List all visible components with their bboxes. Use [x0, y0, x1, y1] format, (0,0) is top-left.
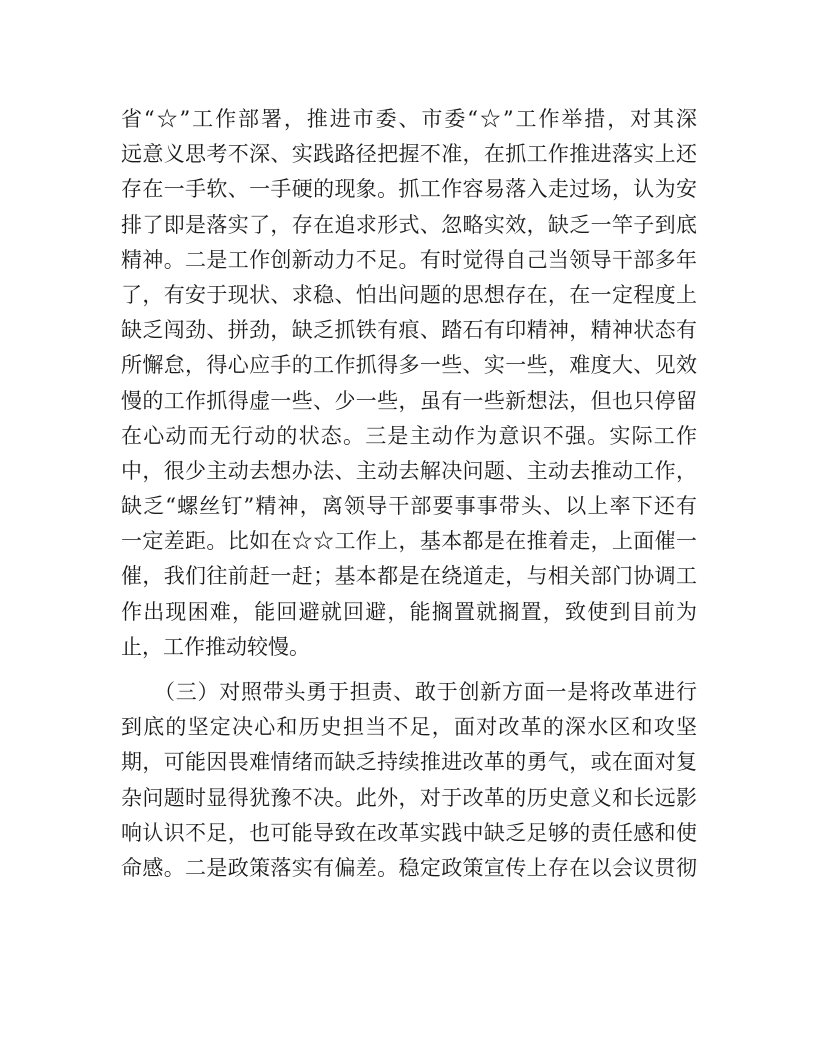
- text-line: 缺乏闯劲、拼劲，缺乏抓铁有痕、踏石有印精神，精神状态有: [121, 318, 697, 343]
- text-line: 一定差距。比如在☆☆工作上，基本都是在推着走，上面催一: [121, 529, 697, 554]
- text-line: 远意义思考不深、实践路径把握不准，在抓工作推进落实上还: [121, 142, 697, 167]
- paragraph-2: [121, 675, 697, 886]
- text-line: 省“☆”工作部署，推进市委、市委“☆”工作举措，对其深: [121, 107, 697, 131]
- text-line: 期，可能因畏难情绪而缺乏持续推进改革的勇气，或在面对复: [121, 750, 697, 775]
- text-line: （三）对照带头勇于担责、敢于创新方面一是将改革进行: [121, 680, 697, 704]
- text-line: 排了即是落实了，存在追求形式、忽略实效，缺乏一竿子到底: [121, 212, 697, 237]
- text-line: 缺乏“螺丝钉”精神，离领导干部要事事带头、以上率下还有: [121, 494, 697, 519]
- text-line: 中，很少主动去想办法、主动去解决问题、主动去推动工作，: [121, 458, 697, 483]
- text-line: 在心动而无行动的状态。三是主动作为意识不强。实际工作: [121, 423, 697, 448]
- text-line: 所懈怠，得心应手的工作抓得多一些、实一些，难度大、见效: [121, 353, 697, 378]
- text-line: 精神。二是工作创新动力不足。有时觉得自己当领导干部多年: [121, 247, 697, 272]
- text-line: 杂问题时显得犹豫不决。此外，对于改革的历史意义和长远影: [121, 785, 697, 810]
- document-body: [121, 102, 697, 886]
- text-line: 响认识不足，也可能导致在改革实践中缺乏足够的责任感和使: [121, 820, 697, 845]
- text-line: 了，有安于现状、求稳、怕出问题的思想存在，在一定程度上: [121, 282, 697, 307]
- text-line: 到底的坚定决心和历史担当不足，面对改革的深水区和攻坚: [121, 715, 697, 740]
- text-line: 存在一手软、一手硬的现象。抓工作容易落入走过场，认为安: [121, 177, 697, 202]
- text-line: 作出现困难，能回避就回避，能搁置就搁置，致使到目前为: [121, 599, 697, 624]
- paragraph-1: [121, 102, 697, 665]
- text-line: 慢的工作抓得虚一些、少一些，虽有一些新想法，但也只停留: [121, 388, 697, 413]
- text-line: 催，我们往前赶一赶；基本都是在绕道走，与相关部门协调工: [121, 564, 697, 589]
- paragraph-spacer: [121, 665, 697, 675]
- text-line: 止，工作推动较慢。: [121, 634, 310, 659]
- text-line: 命感。二是政策落实有偏差。稳定政策宣传上存在以会议贯彻: [121, 855, 697, 880]
